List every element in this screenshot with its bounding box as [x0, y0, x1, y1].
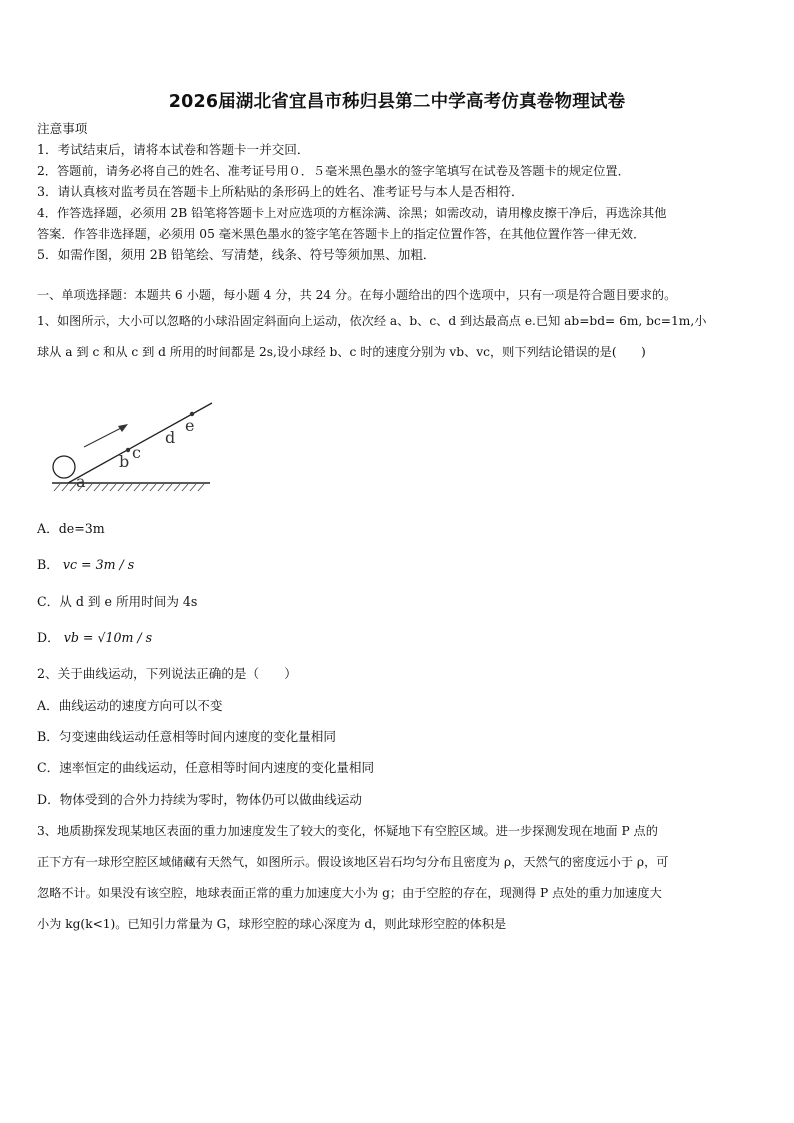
- option-letter: B．: [37, 557, 59, 572]
- motion-arrow-head: [118, 424, 128, 432]
- q2-option-d: D．物体受到的合外力持续为零时，物体仍可以做曲线运动: [37, 792, 362, 807]
- option-letter: D．: [37, 630, 60, 645]
- motion-arrow: [84, 426, 125, 447]
- q1-option-d: [37, 630, 152, 646]
- q2-option-c: C．速率恒定的曲线运动，任意相等时间内速度的变化量相同: [37, 760, 375, 775]
- question-1-stem: 球从 a 到 c 和从 c 到 d 所用的时间都是 2s,设小球经 b、c 时的速度分别为 vb、vc，则下列结论错误的是( ): [37, 345, 646, 359]
- question-3-stem: 忽略不计。如果没有该空腔，地球表面正常的重力加速度大小为 g；由于空腔的存在，现测得 P 点处的重力加速度大: [37, 886, 662, 900]
- section-heading: 一、单项选择题：本题共 6 小题，每小题 4 分，共 24 分。在每小题给出的四个选项中，只有一项是符合题目要求的。: [37, 288, 677, 302]
- notice-item: 答案．作答非选择题，必须用 05 毫米黑色墨水的签字笔在答题卡上的指定位置作答，在其他位置作答一律无效．: [37, 227, 646, 241]
- question-2-stem: 2、关于曲线运动，下列说法正确的是（ ）: [37, 666, 297, 681]
- point-marker: [190, 412, 194, 416]
- question-1-stem: 1、如图所示，大小可以忽略的小球沿固定斜面向上运动，依次经 a、b、c、d 到达最高点 e.已知 ab=bd= 6m, bc=1m,小: [37, 314, 707, 328]
- figure-label: d: [165, 428, 176, 447]
- figure-label: e: [185, 416, 195, 435]
- notice-item: 5．如需作图，须用 2B 铅笔绘、写清楚，线条、符号等须加黑、加粗．: [37, 247, 436, 262]
- notice-item: 1．考试结束后，请将本试卷和答题卡一并交回．: [37, 142, 310, 157]
- question-3-stem: 正下方有一球形空腔区域储藏有天然气，如图所示。假设该地区岩石均匀分布且密度为 ρ，天然气的密度远小于 ρ，可: [37, 855, 669, 869]
- q1-option-b: [37, 557, 134, 573]
- figure-label: c: [132, 443, 141, 462]
- figure-label: a: [76, 472, 86, 491]
- q2-option-a: A．曲线运动的速度方向可以不变: [37, 698, 223, 713]
- q2-option-b: B．匀变速曲线运动任意相等时间内速度的变化量相同: [37, 729, 336, 744]
- q1-option-c: C．从 d 到 e 所用时间为 4s: [37, 594, 198, 609]
- question-3-stem: 小为 kg(k<1)。已知引力常量为 G，球形空腔的球心深度为 d，则此球形空腔的体积是: [37, 917, 507, 931]
- notice-heading: 注意事项: [37, 121, 88, 136]
- figure-label: b: [119, 452, 130, 471]
- question-3-stem: 3、地质勘探发现某地区表面的重力加速度发生了较大的变化，怀疑地下有空腔区域。进一步探测发现在地面 P 点的: [37, 824, 658, 838]
- page-title: 2026届湖北省宜昌市秭归县第二中学高考仿真卷物理试卷: [168, 92, 626, 112]
- notice-item: 3．请认真核对监考员在答题卡上所粘贴的条形码上的姓名、准考证号与本人是否相符．: [37, 184, 524, 199]
- incline-diagram: [40, 395, 215, 495]
- formula: vc = 3m / s: [62, 557, 135, 572]
- q1-option-a: A．de=3m: [37, 521, 105, 536]
- formula: vb = √10m / s: [63, 630, 153, 645]
- notice-item: 4．作答选择题，必须用 2B 铅笔将答题卡上对应选项的方框涂满、涂黑；如需改动，请用橡皮擦干净后，再选涂其他: [37, 206, 667, 220]
- notice-item: 2．答题前，请务必将自己的姓名、准考证号用０．５毫米黑色墨水的签字笔填写在试卷及答题卡的规定位置．: [37, 164, 630, 178]
- point-marker: [126, 448, 130, 452]
- ball: [53, 456, 75, 478]
